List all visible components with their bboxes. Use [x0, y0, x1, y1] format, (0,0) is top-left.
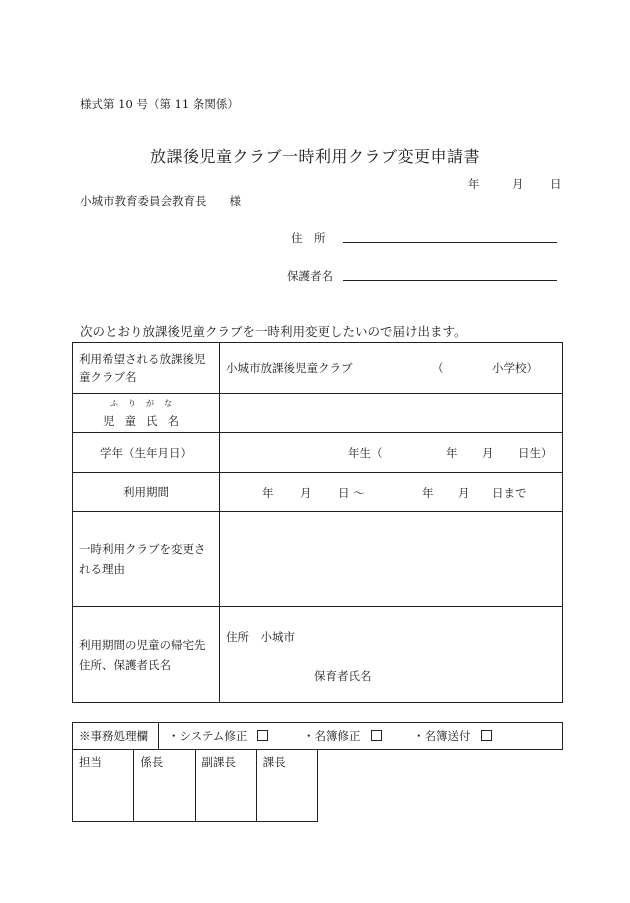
address-label: 住 所: [291, 231, 326, 245]
office-use-box: [72, 722, 563, 750]
return-address: 住所 小城市: [226, 630, 295, 644]
period-to-month: 月: [458, 486, 470, 500]
return-field[interactable]: [220, 607, 563, 703]
period-label: 利用期間: [73, 473, 220, 512]
guardian-fill-line[interactable]: [343, 280, 557, 281]
club-school-label: 小学校）: [492, 361, 538, 375]
office-item-roster-send[interactable]: [413, 723, 492, 749]
return-guardian: 保育者氏名: [314, 669, 372, 683]
stamp-cell-manager[interactable]: 課長: [256, 750, 317, 822]
table-row-period: [73, 473, 563, 512]
table-row-grade: [73, 433, 563, 473]
grade-value: 年生（: [348, 446, 383, 460]
child-name-label-cell: [73, 394, 220, 433]
club-label: 利用希望される放課後児童クラブ名: [73, 343, 220, 394]
period-to-day: 日まで: [492, 486, 527, 500]
addressee: 小城市教育委員会教育長 様: [80, 194, 241, 208]
period-from-day: 日 〜: [338, 486, 365, 500]
date-year-label: 年: [468, 177, 480, 191]
club-value: 小城市放課後児童クラブ: [226, 361, 353, 375]
reason-field[interactable]: [220, 512, 563, 607]
period-field[interactable]: [220, 473, 563, 512]
grade-month: 月: [482, 446, 494, 460]
office-item-roster-fix[interactable]: [303, 723, 382, 749]
grade-year: 年: [446, 446, 458, 460]
club-school-open: （: [432, 361, 444, 375]
date-month-label: 月: [512, 177, 524, 191]
stamp-cell-chief[interactable]: 係長: [134, 750, 195, 822]
checkbox-icon[interactable]: [481, 730, 492, 741]
stamp-cell-deputy-manager[interactable]: 副課長: [195, 750, 256, 822]
period-from-year: 年: [262, 486, 274, 500]
table-row-club: [73, 343, 563, 394]
intro-text: 次のとおり放課後児童クラブを一時利用変更したいので届け出ます。: [80, 324, 467, 339]
office-item-roster-send-label: ・名簿送付: [413, 729, 471, 743]
furigana-label: ふりがな: [110, 399, 182, 408]
checkbox-icon[interactable]: [257, 730, 268, 741]
application-table: [72, 342, 563, 703]
address-fill-line[interactable]: [343, 242, 557, 243]
table-row-return: [73, 607, 563, 703]
date-day-label: 日: [550, 177, 562, 191]
grade-label: 学年（生年月日）: [73, 433, 220, 473]
table-row-reason: [73, 512, 563, 607]
document-title: 放課後児童クラブ一時利用クラブ変更申請書: [149, 147, 480, 166]
child-name-field[interactable]: [220, 394, 563, 433]
return-label: 利用期間の児童の帰宅先住所、保護者氏名: [73, 607, 220, 703]
approval-stamps: [72, 749, 318, 822]
form-number: 様式第 10 号（第 11 条関係）: [80, 97, 239, 111]
stamp-cell-staff[interactable]: 担当: [73, 750, 134, 822]
child-name-label: 児童氏名: [103, 414, 189, 428]
grade-day: 日生）: [518, 446, 553, 460]
period-from-month: 月: [300, 486, 312, 500]
table-row-child-name: [73, 394, 563, 433]
office-item-system[interactable]: [168, 723, 268, 749]
guardian-label: 保護者名: [287, 269, 333, 283]
office-title: ※事務処理欄: [73, 723, 159, 749]
grade-field[interactable]: [220, 433, 563, 473]
club-cell[interactable]: [220, 343, 563, 394]
office-item-system-label: ・システム修正: [168, 729, 248, 743]
reason-label: 一時利用クラブを変更される理由: [73, 512, 220, 607]
checkbox-icon[interactable]: [371, 730, 382, 741]
date-line: [468, 176, 562, 192]
period-to-year: 年: [422, 486, 434, 500]
office-item-roster-fix-label: ・名簿修正: [303, 729, 361, 743]
